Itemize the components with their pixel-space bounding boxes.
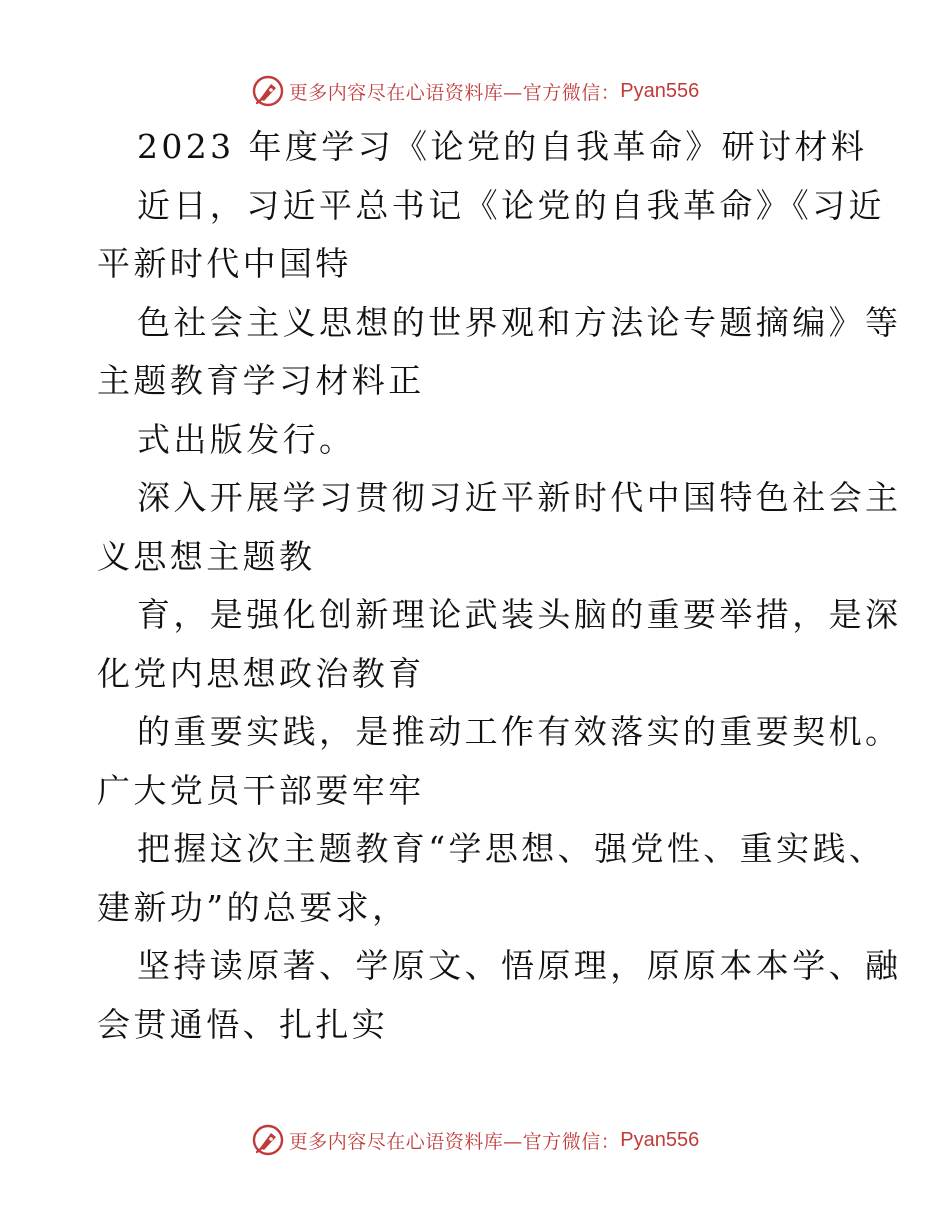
body-line: 近日，习近平总书记《论党的自我革命》《习近 <box>137 185 885 225</box>
watermark-wechat-id: Pyan556 <box>620 79 700 102</box>
body-line: 建新功”的总要求， <box>97 887 409 927</box>
body-line: 平新时代中国特 <box>97 244 352 283</box>
watermark-text: 更多内容尽在心语资料库—官方微信： <box>288 81 621 104</box>
body-line: 把握这次主题教育“学思想、强党性、重实践、 <box>137 829 886 868</box>
header-watermark <box>0 71 950 111</box>
body-line: 会贯通悟、扎扎实 <box>97 1004 389 1044</box>
body-line: 色社会主义思想的世界观和方法论专题摘编》等 <box>137 302 902 342</box>
body-line: 义思想主题教 <box>97 536 316 576</box>
watermark-wechat-id: Pyan556 <box>620 1128 700 1151</box>
body-line: 深入开展学习贯彻习近平新时代中国特色社会主 <box>137 478 902 517</box>
body-line: 育，是强化创新理论武装头脑的重要举措，是深 <box>137 595 902 634</box>
footer-watermark <box>0 1120 950 1160</box>
body-line: 的重要实践，是推动工作有效落实的重要契机。 <box>137 712 902 751</box>
body-line: 式出版发行。 <box>137 419 356 459</box>
body-line: 化党内思想政治教育 <box>97 653 425 693</box>
body-line: 主题教育学习材料正 <box>97 361 425 400</box>
document-body <box>97 118 902 1054</box>
watermark-text: 更多内容尽在心语资料库—官方微信： <box>288 1130 621 1153</box>
body-line: 坚持读原著、学原文、悟原理，原原本本学、融 <box>137 946 902 985</box>
body-line: 广大党员干部要牢牢 <box>97 770 425 810</box>
document-title: 2023 年度学习《论党的自我革命》研讨材料 <box>137 127 868 166</box>
fountain-pen-nib-icon <box>251 74 285 108</box>
fountain-pen-nib-icon <box>251 1123 285 1157</box>
